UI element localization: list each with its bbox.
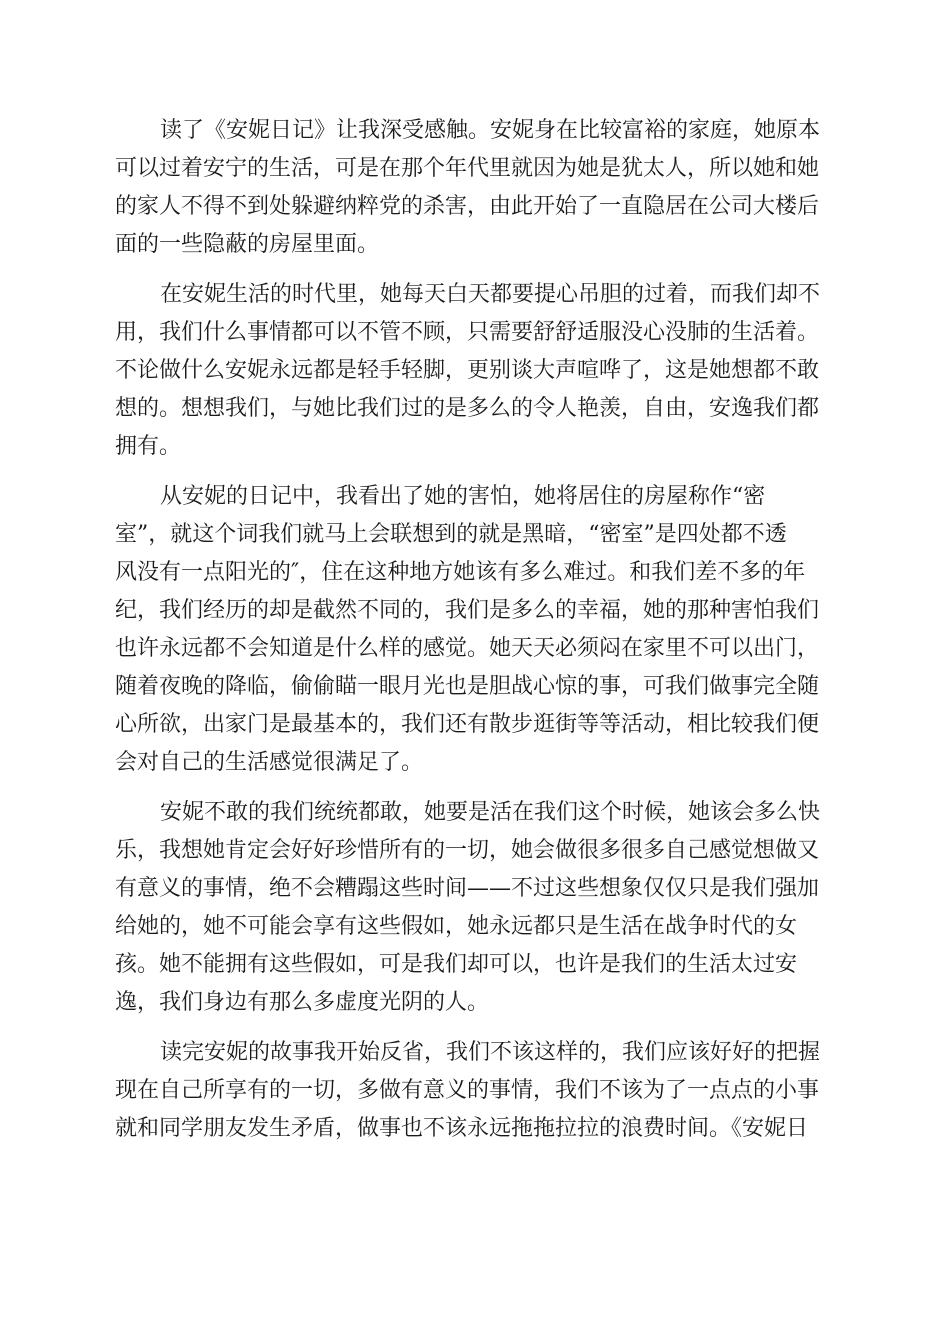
- text-line: 孩。她不能拥有这些假如，可是我们却可以，也许是我们的生活太过安: [115, 952, 798, 977]
- text-line: 也许永远都不会知道是什么样的感觉。她天天必须闷在家里不可以出门，: [115, 636, 820, 661]
- text-line: 逸，我们身边有那么多虚度光阴的人。: [115, 990, 490, 1015]
- text-line: 就和同学朋友发生矛盾，做事也不该永远拖拖拉拉的浪费时间。《安妮日: [115, 1116, 809, 1141]
- text-line: 安妮不敢的我们统统都敢，她要是活在我们这个时候，她该会多么快: [160, 800, 821, 825]
- text-line: 的家人不得不到处躲避纳粹党的杀害，由此开始了一直隐居在公司大楼后: [115, 194, 820, 219]
- paragraph: [115, 112, 835, 264]
- text-line: 读完安妮的故事我开始反省，我们不该这样的，我们应该好好的把握: [160, 1040, 821, 1065]
- text-line: 想的。想想我们，与她比我们过的是多么的令人艳羡，自由，安逸我们都: [115, 396, 820, 421]
- text-line: 风没有一点阳光的″，住在这种地方她该有多么难过。和我们差不多的年: [115, 560, 806, 585]
- text-line: 随着夜晚的降临，偷偷瞄一眼月光也是胆战心惊的事，可我们做事完全随: [115, 674, 820, 699]
- text-line: 不论做什么安妮永远都是轻手轻脚，更别谈大声喧哗了，这是她想都不敢: [115, 358, 820, 383]
- paragraph: [115, 794, 835, 1022]
- text-line: 室”，就这个词我们就马上会联想到的就是黑暗，“密室”是四处都不透: [115, 522, 787, 547]
- text-line: 面的一些隐蔽的房屋里面。: [115, 232, 380, 257]
- text-line: 给她的，她不可能会享有这些假如，她永远都只是生活在战争时代的女: [115, 914, 798, 939]
- text-line: 用，我们什么事情都可以不管不顾，只需要舒舒适服没心没肺的生活着。: [115, 320, 820, 345]
- text-line: 从安妮的日记中，我看出了她的害怕，她将居住的房屋称作“密: [160, 484, 766, 509]
- paragraph: [115, 276, 835, 466]
- text-line: 拥有。: [115, 434, 182, 459]
- text-line: 读了《安妮日记》让我深受感触。安妮身在比较富裕的家庭，她原本: [160, 118, 821, 143]
- paragraph: [115, 478, 835, 782]
- text-line: 现在自己所享有的一切，多做有意义的事情，我们不该为了一点点的小事: [115, 1078, 820, 1103]
- text-line: 可以过着安宁的生活，可是在那个年代里就因为她是犹太人，所以她和她: [115, 156, 820, 181]
- text-line: 乐，我想她肯定会好好珍惜所有的一切，她会做很多很多自己感觉想做又: [115, 838, 820, 863]
- text-line: 会对自己的生活感觉很满足了。: [115, 750, 424, 775]
- text-line: 在安妮生活的时代里，她每天白天都要提心吊胆的过着，而我们却不: [160, 282, 821, 307]
- text-line: 纪，我们经历的却是截然不同的，我们是多么的幸福，她的那种害怕我们: [115, 598, 820, 623]
- document-page: [115, 112, 835, 1160]
- text-line: 心所欲，出家门是最基本的，我们还有散步逛街等等活动，相比较我们便: [115, 712, 820, 737]
- paragraph: [115, 1034, 835, 1148]
- text-line: 有意义的事情，绝不会糟蹋这些时间——不过这些想象仅仅只是我们强加: [115, 876, 820, 901]
